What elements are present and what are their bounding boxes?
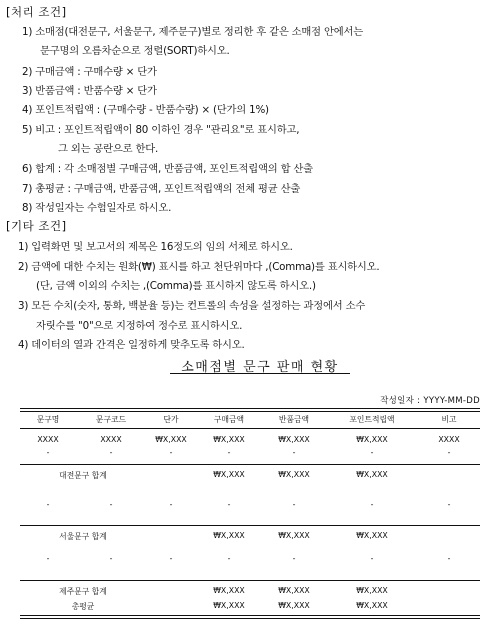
group-rule — [20, 525, 480, 526]
cell-dash: - — [447, 500, 451, 509]
other-line-2b: (단, 금액 이외의 수치는 ,(Comma)를 표시하지 않도록 하시오.) — [36, 280, 316, 292]
cell-dash: - — [109, 448, 113, 457]
grand-point: ₩X,XXX — [356, 601, 388, 610]
cell-point: ₩X,XXX — [356, 435, 388, 444]
cell-dash: - — [370, 554, 374, 563]
processing-line-1b: 문구명의 오름차순으로 정렬(SORT)하시오. — [40, 45, 230, 57]
subtotal-purchase: ₩X,XXX — [213, 531, 245, 540]
header-purchase: 구매금액 — [213, 415, 245, 424]
processing-line-8: 8) 작성일자는 수험일자로 하시오. — [22, 202, 172, 214]
group-rule — [20, 580, 480, 581]
grand-purchase: ₩X,XXX — [213, 601, 245, 610]
cell-purchase: ₩X,XXX — [213, 435, 245, 444]
header-name: 문구명 — [36, 415, 60, 424]
cell-dash: - — [292, 500, 296, 509]
cell-price: ₩X,XXX — [155, 435, 187, 444]
other-line-3b: 자릿수를 "0"으로 지정하여 정수로 표시하시오. — [36, 320, 243, 332]
other-line-4: 4) 데이터의 열과 간격은 일정하게 맞추도록 하시오. — [18, 339, 245, 351]
table-row — [20, 554, 480, 566]
subtotal-purchase: ₩X,XXX — [213, 470, 245, 479]
cell-name: XXXX — [37, 435, 59, 444]
table-bottom-rule — [20, 615, 480, 619]
processing-heading: [처리 조건] — [6, 5, 67, 19]
other-line-3: 3) 모든 수치(숫자, 통화, 백분율 등)는 컨트롤의 속성을 설정하는 과정에서 소수 — [18, 300, 366, 312]
processing-line-7: 7) 총평균 : 구매금액, 반품금액, 포인트적립액의 전체 평균 산출 — [22, 183, 301, 195]
header-code: 문구코드 — [95, 415, 127, 424]
cell-dash: - — [292, 554, 296, 563]
subtotal-label: 서울문구 합계 — [59, 532, 107, 541]
other-heading: [기타 조건] — [6, 219, 67, 233]
cell-dash: - — [370, 500, 374, 509]
subtotal-return: ₩X,XXX — [278, 586, 310, 595]
cell-dash: - — [46, 500, 50, 509]
table-top-rule — [20, 408, 480, 412]
cell-note: XXXX — [438, 435, 460, 444]
subtotal-purchase: ₩X,XXX — [213, 586, 245, 595]
header-rule — [20, 428, 480, 429]
subtotal-row — [20, 531, 480, 543]
header-price: 단가 — [163, 415, 179, 424]
cell-dash: - — [109, 500, 113, 509]
report-title: 소매점별 문구 판매 현황 — [181, 360, 339, 375]
subtotal-point: ₩X,XXX — [356, 531, 388, 540]
grand-average-label: 총평균 — [71, 602, 95, 611]
cell-dash: - — [447, 554, 451, 563]
cell-dash: - — [447, 448, 451, 457]
table-header-row — [20, 414, 480, 426]
subtotal-return: ₩X,XXX — [278, 531, 310, 540]
subtotal-point: ₩X,XXX — [356, 586, 388, 595]
cell-dash: - — [46, 448, 50, 457]
cell-dash: - — [169, 448, 173, 457]
subtotal-row — [20, 586, 480, 598]
cell-dash: - — [227, 554, 231, 563]
header-note: 비고 — [441, 415, 457, 424]
table-row — [20, 500, 480, 512]
grand-average-row — [20, 601, 480, 613]
grand-return: ₩X,XXX — [278, 601, 310, 610]
title-underline — [170, 373, 350, 374]
cell-dash: - — [46, 554, 50, 563]
subtotal-label: 대전문구 합계 — [59, 471, 107, 480]
cell-return: ₩X,XXX — [278, 435, 310, 444]
subtotal-label: 제주문구 합계 — [59, 587, 107, 596]
subtotal-return: ₩X,XXX — [278, 470, 310, 479]
cell-dash: - — [109, 554, 113, 563]
other-line-1: 1) 입력화면 및 보고서의 제목은 16정도의 임의 서체로 하시오. — [18, 241, 293, 253]
cell-dash: - — [370, 448, 374, 457]
cell-dash: - — [227, 448, 231, 457]
processing-line-2: 2) 구매금액 : 구매수량 × 단가 — [22, 66, 157, 78]
table-row — [20, 448, 480, 460]
other-line-2: 2) 금액에 대한 수치는 원화(₩) 표시를 하고 천단위마다 ,(Comma)를 표시하시오. — [18, 261, 380, 273]
processing-line-3: 3) 반품금액 : 반품수량 × 단가 — [22, 85, 157, 97]
group-rule — [20, 464, 480, 465]
processing-line-4: 4) 포인트적립액 : (구매수량 - 반품수량) × (단가의 1%) — [22, 104, 269, 116]
header-point: 포인트적립액 — [349, 415, 395, 424]
subtotal-point: ₩X,XXX — [356, 470, 388, 479]
subtotal-row — [20, 470, 480, 482]
processing-line-5b: 그 외는 공란으로 한다. — [58, 143, 159, 155]
cell-dash: - — [227, 500, 231, 509]
cell-code: XXXX — [100, 435, 122, 444]
header-return: 반품금액 — [278, 415, 310, 424]
processing-line-6: 6) 합계 : 각 소매점별 구매금액, 반품금액, 포인트적립액의 합 산출 — [22, 163, 313, 175]
cell-dash: - — [292, 448, 296, 457]
processing-line-1: 1) 소매점(대전문구, 서울문구, 제주문구)별로 정리한 후 같은 소매점 안에서는 — [22, 26, 363, 38]
table-row — [20, 435, 480, 447]
processing-line-5: 5) 비고 : 포인트적립액이 80 이하인 경우 "관리요"로 표시하고, — [22, 124, 300, 136]
report-date: 작성일자 : YYYY-MM-DD — [380, 396, 480, 406]
cell-dash: - — [169, 554, 173, 563]
cell-dash: - — [169, 500, 173, 509]
